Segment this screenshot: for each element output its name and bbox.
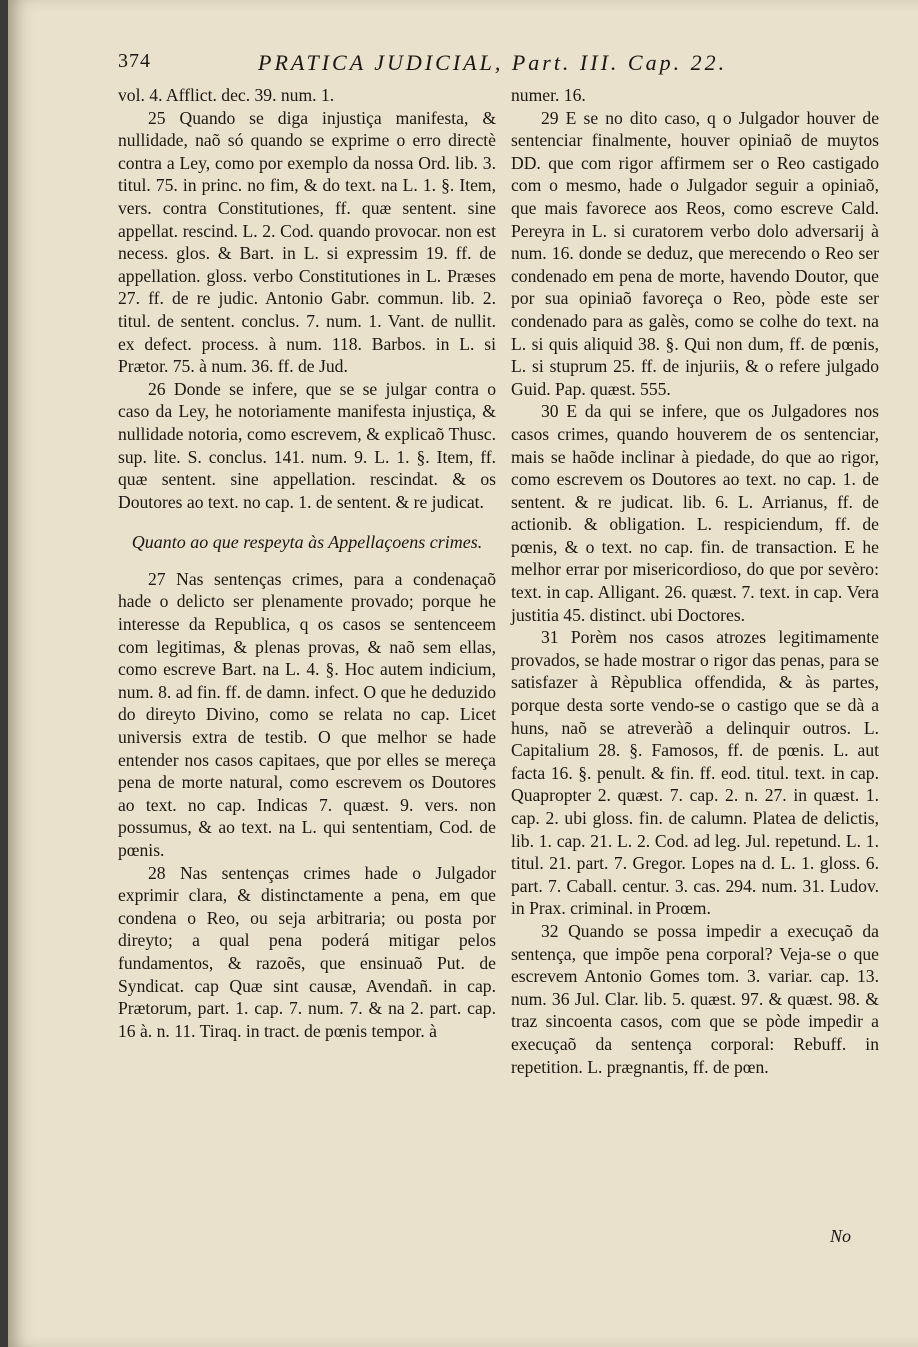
paragraph-28: 28 Nas sentenças crimes hade o Julgador exprimir clara, & distinctamente a pena, em que condena o Reo, ou seja arbitraria; ou posta por direyto; a qual pena poderá mitigar pelos fundamentos, & razoẽs, que ensinuaõ Put. de Syndicat. cap Quæ sint causæ, Avendañ. in cap. Prætorum, part. 1. cap. 7. num. 7. & na 2. part. cap. 16 à. n. 11. Tiraq. in tract. de pœnis tempor. à: [118, 862, 496, 1041]
page-number: 374: [118, 50, 151, 72]
paragraph-30: 30 E da qui se infere, que os Julgadores nos casos crimes, quando houverem de os sentenciar, mais se haõde inclinar à piedade, do que ao rigor, como escrevem os Doutores ao text. no cap. 1. de sentent. & re judicat. lib. 6. L. Arrianus, ff. de actionib. & obligation. L. respiciendum, ff. de pœnis, & o text. no cap. fin. de transaction. E he melhor errar por misericordioso, do que por sevèro: text. in cap. Alligant. 26. quæst. 7. text. in cap. Vera justitia 45. distinct. ubi Doctores.: [511, 401, 879, 625]
paragraph-27: 27 Nas sentenças crimes, para a condenaçaõ hade o delicto ser plenamente provado; porque he interesse da Republica, q os casos se sentenceem com legitimas, & plenas provas, & naõ sem ellas, como escreve Bart. na L. 4. §. Hoc autem indicium, num. 8. ad fin. ff. de damn. infect. O que he deduzido do direyto Divino, como se relata no cap. Licet universis extra de testib. O que melhor se hade entender nos casos capitaes, que por elles se mereça pena de morte natural, como escrevem os Doutores ao text. no cap. Indicas 7. quæst. 9. vers. non possumus, & ao text. na L. qui sententiam, Cod. de pœnis.: [118, 568, 496, 860]
paragraph-32: 32 Quando se possa impedir a execuçaõ da sentença, que impõe pena corporal? Veja-se o que escrevem Antonio Gomes tom. 3. variar. cap. 13. num. 36 Jul. Clar. lib. 5. quæst. 97. & quæst. 98. & traz sincoenta casos, com que se pòde impedir a execuçaõ da sentença corporal: Rebuff. in repetition. L. prægnantis, ff. de pœn.: [511, 920, 879, 1077]
paragraph-26: 26 Donde se infere, que se se julgar contra o caso da Ley, he notoriamente manifesta injustiça, & nullidade notoria, como escrevem, & explicaõ Thusc. sup. lite. S. conclus. 141. num. 9. L. 1. §. Item, ff. quæ sentent. sine appellation. rescindat. & os Doutores ao text. no cap. 1. de sentent. & re judicat.: [118, 378, 496, 512]
book-page: [8, 0, 918, 1347]
paragraph-31: 31 Porèm nos casos atrozes legitimamente provados, se hade mostrar o rigor das penas, para se satisfazer à Rèpublica offendida, & às partes, porque desta sorte vendo-se o castigo que se dà a huns, naõ se atreveràõ a delinquir outros. L. Capitalium 28. §. Famosos, ff. de pœnis. L. aut facta 16. §. penult. & fin. ff. eod. titul. text. in cap. Quapropter 2. quæst. 7. cap. 2. n. 27. in quæst. 1. cap. 2. ubi gloss. fin. de calumn. Platea de delictis, lib. 1. cap. 21. L. 2. Cod. ad leg. Jul. repetund. L. 1. titul. 21. part. 7. Gregor. Lopes na d. L. 1. gloss. 6. part. 7. Caball. centur. 3. cas. 294. num. 31. Ludov. in Prax. criminal. in Proœm.: [511, 627, 879, 919]
catchword: No: [830, 1226, 852, 1246]
paragraph-continuation: vol. 4. Afflict. dec. 39. num. 1.: [118, 85, 335, 105]
running-title: PRATICA JUDICIAL, Part. III. Cap. 22.: [258, 50, 728, 75]
section-heading: Quanto ao que respeyta às Appellaçoens crimes.: [131, 532, 483, 553]
paragraph-29: 29 E se no dito caso, q o Julgador houver de sentenciar finalmente, houver opiniaõ de muytos DD. que com rigor affirmem ser o Reo castigado com o mesmo, hade o Julgador seguir a opiniaõ, que mais favorece aos Reos, como escreve Cald. Pereyra in L. si curatorem verbo dolo adversarij à num. 16. donde se deduz, que merecendo o Reo ser condenado em pena de morte, havendo Doutor, que por sua opiniaõ favoreça o Reo, pòde este ser condenado para as galès, como se colhe do text. na L. si quis aliquid 38. §. Qui non dum, ff. de pœnis, L. si stuprum 25. ff. de injuriis, & o refere julgado Guid. Pap. quæst. 555.: [511, 107, 879, 399]
left-column: [118, 84, 496, 1042]
paragraph-continuation: numer. 16.: [511, 85, 586, 105]
paragraph-25: 25 Quando se diga injustiça manifesta, & nullidade, naõ só quando se exprime o erro directè contra a Ley, como por exemplo da nossa Ord. lib. 3. titul. 75. in princ. no fim, & do text. na L. 1. §. Item, vers. contra Constitutiones, ff. quæ sentent. sine appellat. rescind. L. 2. Cod. quando provocar. non est necess. glos. & Bart. in L. si expressim 19. ff. de appellation. gloss. verbo Constitutiones in L. Præses 27. ff. de re judic. Antonio Gabr. commun. lib. 2. titul. de sentent. conclus. 7. num. 1. Vant. de nullit. ex defect. process. à num. 118. Barbos. in L. si Prætor. 75. à num. 36. ff. de Jud.: [118, 107, 496, 377]
right-column: [511, 84, 879, 1078]
